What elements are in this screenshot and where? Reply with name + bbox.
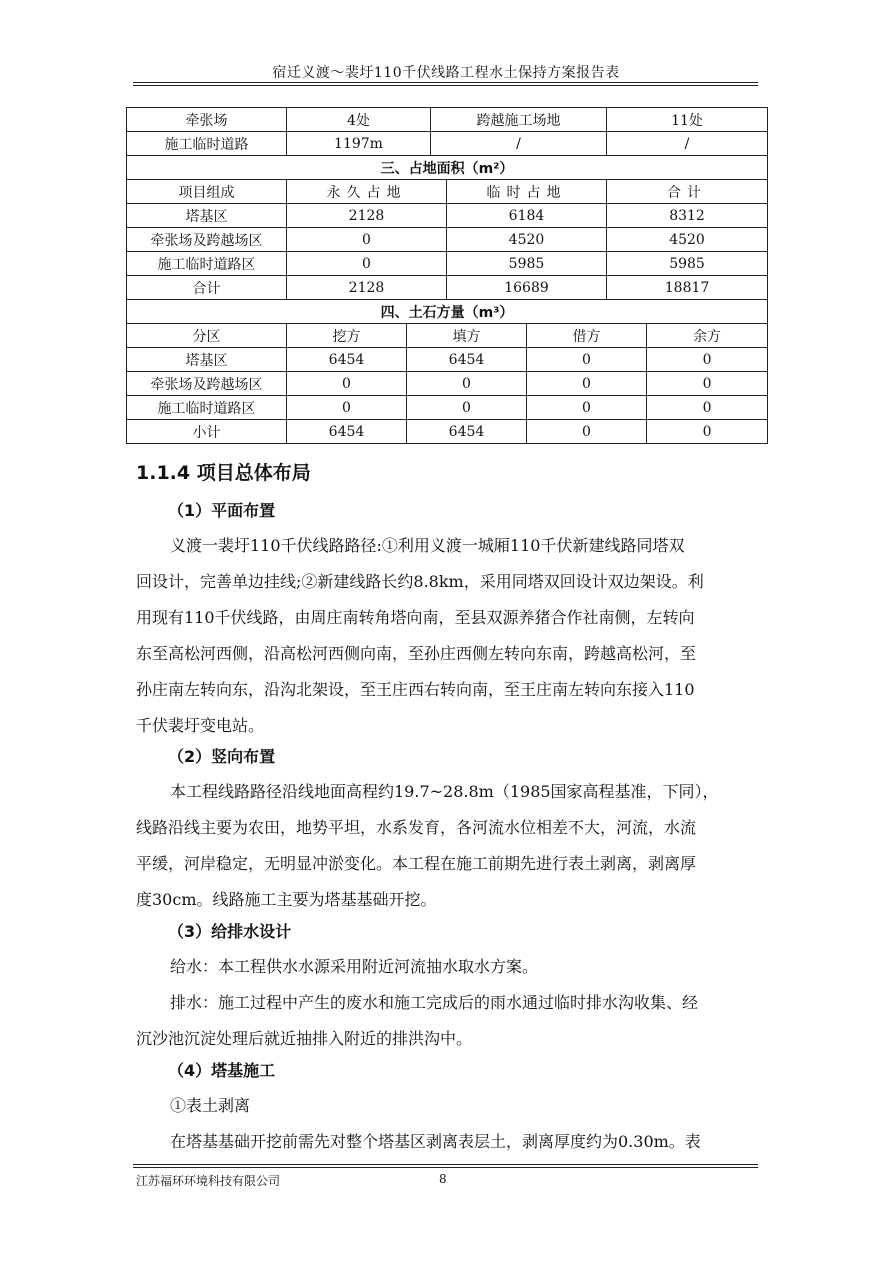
- table-row: [127, 348, 768, 372]
- table-cell: 施工临时道路区: [127, 252, 287, 276]
- table-cell: /: [607, 132, 768, 156]
- table-cell: 牵张场及跨越场区: [127, 228, 287, 252]
- table-cell: 4处: [287, 108, 431, 132]
- table-cell: 5985: [607, 252, 768, 276]
- table-cell: 16689: [447, 276, 607, 300]
- table-row: [127, 252, 768, 276]
- paragraph-plan: [136, 528, 758, 744]
- table-cell: 6454: [287, 420, 407, 444]
- table-cell: 0: [647, 420, 768, 444]
- table-cell: 塔基区: [127, 348, 287, 372]
- table-cell: 牵张场: [127, 108, 287, 132]
- table-cell: 5985: [447, 252, 607, 276]
- footer-rule-double: [133, 1167, 758, 1168]
- summary-table-top: [126, 107, 768, 156]
- text-line: 在塔基基础开挖前需先对整个塔基区剥离表层土，剥离厚度约为0.30m。表: [170, 1132, 701, 1151]
- table-cell: 6454: [287, 348, 407, 372]
- land-area-table: [126, 155, 768, 300]
- table-cell: 牵张场及跨越场区: [127, 372, 287, 396]
- subsection-title-plan: （1）平面布置: [168, 501, 276, 520]
- table-cell: 施工临时道路区: [127, 396, 287, 420]
- table-cell: 0: [527, 396, 647, 420]
- table-row: [127, 396, 768, 420]
- section-title: 三、占地面积（m²）: [127, 156, 768, 180]
- table-row: [127, 204, 768, 228]
- subsection-title-water: （3）给排水设计: [168, 922, 292, 941]
- table-cell: 6454: [407, 348, 527, 372]
- paragraph-water: [136, 949, 758, 1057]
- table-cell: 塔基区: [127, 204, 287, 228]
- table-cell: 跨越施工场地: [431, 108, 607, 132]
- column-header: 永久占地: [287, 180, 447, 204]
- table-cell: 施工临时道路: [127, 132, 287, 156]
- table-cell: 0: [287, 372, 407, 396]
- table-cell: 0: [527, 348, 647, 372]
- table-cell: 6454: [407, 420, 527, 444]
- footer-rule: [133, 1164, 758, 1165]
- table-cell: 18817: [607, 276, 768, 300]
- table-cell: 11处: [607, 108, 768, 132]
- footer-company: 江苏福环环境科技有限公司: [136, 1174, 281, 1188]
- table-cell: 0: [647, 396, 768, 420]
- table-cell: 4520: [447, 228, 607, 252]
- text-line: 沉沙池沉淀处理后就近抽排入附近的排洪沟中。: [136, 1029, 473, 1048]
- subsection-title-tower: （4）塔基施工: [168, 1061, 276, 1080]
- text-line: 东至高松河西侧，沿高松河西侧向南，至孙庄西侧左转向东南，跨越高松河，至: [136, 644, 697, 663]
- header-title: 宿迁义渡～裴圩110千伏线路工程水土保持方案报告表: [272, 65, 620, 81]
- text-line: 给水：本工程供水水源采用附近河流抽水取水方案。: [170, 957, 539, 976]
- paragraph-vertical: [136, 774, 758, 918]
- table-cell: 2128: [287, 204, 447, 228]
- text-line: 回设计，完善单边挂线;②新建线路长约8.8km，采用同塔双回设计双边架设。利: [136, 572, 704, 591]
- table-cell: 0: [527, 420, 647, 444]
- paragraph-tower: [136, 1088, 758, 1160]
- text-line: 用现有110千伏线路，由周庄南转角塔向南，至县双源养猪合作社南侧，左转向: [136, 608, 695, 627]
- column-header: 填方: [407, 324, 527, 348]
- section-heading: 1.1.4 项目总体布局: [136, 462, 311, 484]
- table-cell: 0: [407, 372, 527, 396]
- table-cell: 6184: [447, 204, 607, 228]
- text-line: 线路沿线主要为农田，地势平坦，水系发育，各河流水位相差不大，河流，水流: [136, 818, 697, 837]
- column-header: 借方: [527, 324, 647, 348]
- table-row: [127, 156, 768, 180]
- text-line: 排水：施工过程中产生的废水和施工完成后的雨水通过临时排水沟收集、经: [170, 993, 699, 1012]
- header-rule-double: [133, 85, 758, 86]
- earthwork-table: [126, 299, 768, 444]
- table-cell: 0: [647, 372, 768, 396]
- table-header-row: [127, 324, 768, 348]
- subsection-title-vertical: （2）竖向布置: [168, 747, 276, 766]
- table-cell: 0: [287, 252, 447, 276]
- page-number: 8: [439, 1172, 447, 1186]
- table-row: [127, 300, 768, 324]
- table-row: [127, 132, 768, 156]
- table-cell: /: [431, 132, 607, 156]
- table-cell: 1197m: [287, 132, 431, 156]
- column-header: 合计: [607, 180, 768, 204]
- table-cell: 0: [407, 396, 527, 420]
- column-header: 分区: [127, 324, 287, 348]
- table-row: [127, 276, 768, 300]
- table-cell: 小计: [127, 420, 287, 444]
- table-cell: 0: [527, 372, 647, 396]
- table-cell: 合计: [127, 276, 287, 300]
- table-cell: 8312: [607, 204, 768, 228]
- table-cell: 0: [287, 396, 407, 420]
- table-header-row: [127, 180, 768, 204]
- column-header: 临时占地: [447, 180, 607, 204]
- table-cell: 0: [287, 228, 447, 252]
- text-line: 义渡一裴圩110千伏线路路径:①利用义渡一城厢110千伏新建线路同塔双: [170, 536, 685, 555]
- column-header: 项目组成: [127, 180, 287, 204]
- column-header: 余方: [647, 324, 768, 348]
- text-line: 孙庄南左转向东，沿沟北架设，至王庄西右转向南，至王庄南左转向东接入110: [136, 680, 695, 699]
- list-item-marker: ①表土剥离: [170, 1096, 251, 1115]
- text-line: 千伏裴圩变电站。: [136, 716, 265, 735]
- column-header: 挖方: [287, 324, 407, 348]
- table-row: [127, 108, 768, 132]
- text-line: 本工程线路路径沿线地面高程约19.7~28.8m（1985国家高程基准，下同），: [170, 782, 719, 801]
- table-cell: 2128: [287, 276, 447, 300]
- section-title: 四、土石方量（m³）: [127, 300, 768, 324]
- text-line: 度30cm。线路施工主要为塔基基础开挖。: [136, 890, 437, 909]
- text-line: 平缓，河岸稳定，无明显冲淤变化。本工程在施工前期先进行表土剥离，剥离厚: [136, 854, 697, 873]
- table-row: [127, 420, 768, 444]
- table-row: [127, 372, 768, 396]
- table-cell: 0: [647, 348, 768, 372]
- table-cell: 4520: [607, 228, 768, 252]
- table-row: [127, 228, 768, 252]
- header-rule: [133, 82, 758, 83]
